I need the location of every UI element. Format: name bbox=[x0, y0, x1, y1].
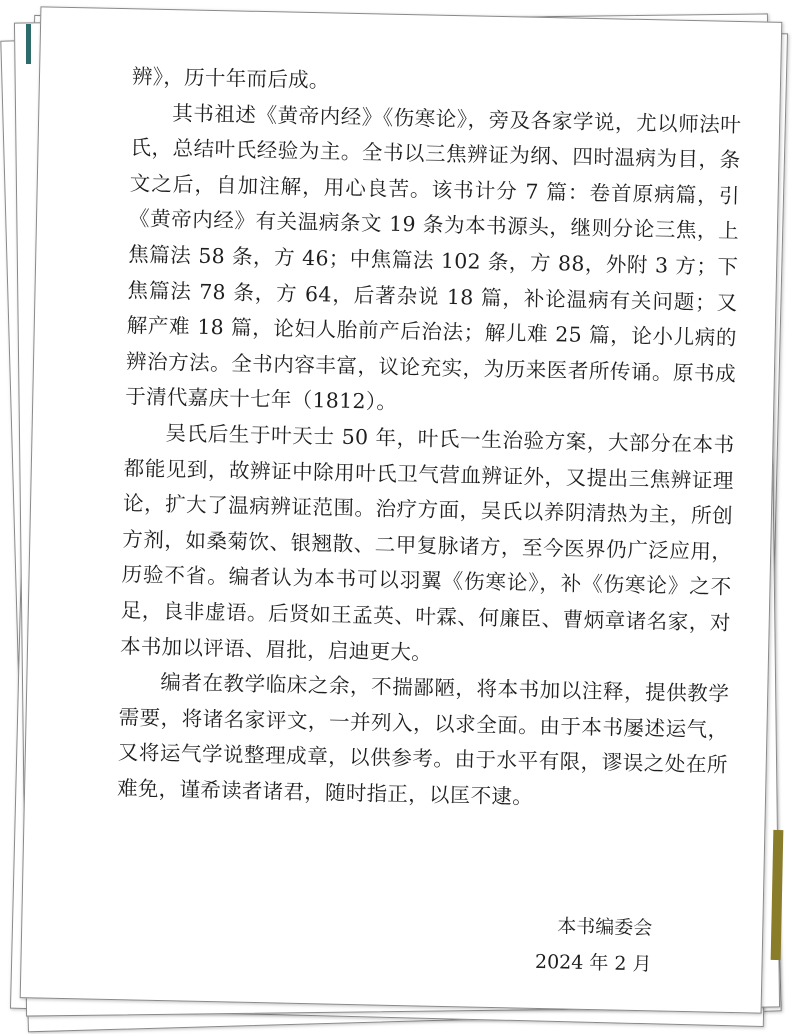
binding-strip bbox=[26, 24, 31, 64]
signature-date: 2024 年 2 月 bbox=[534, 950, 652, 976]
paragraph-wu-theory: 吴氏后生于叶天士 50 年，叶氏一生治验方案，大部分在本书都能见到，故辨证中除用叶氏卫气营血辨证外，又提出三焦辨证理论，扩大了温病辨证范围。治疗方面，吴氏以养阴清热为主，所创方剂，如桑菊饮、银翘散、二甲复脉诸方，至今医界仍广泛应用，历验不省。编者认为本书可以羽翼《伤寒论》，补《伤寒论》之不足，良非虚语。后贤如王孟英、叶霖、何廉臣、曹炳章诸名家，对本书加以评语、眉批，启迪更大。 bbox=[119, 420, 735, 665]
front-page bbox=[20, 6, 783, 1013]
signature-organization: 本书编委会 bbox=[557, 915, 653, 940]
preface-body bbox=[117, 59, 743, 819]
paragraph-continuation: 辨》，历十年而后成。 bbox=[131, 64, 330, 93]
binding-strip bbox=[771, 830, 784, 960]
paragraph-editor-note: 编者在教学临床之余，不揣鄙陋，将本书加以注释，提供教学需要，将诸名家评文，一并列入，以求全面。由于本书屡述运气，又将运气学说整理成章，以供参考。由于水平有限，谬误之处在所难免，谨希读者诸君，随时指正，以匡不逮。 bbox=[116, 670, 730, 809]
paragraph-book-structure: 其书祖述《黄帝内经》《伤寒论》，旁及各家学说，尤以师法叶氏，总结叶氏经验为主。全书以三焦辨证为纲、四时温病为目，条文之后，自加注解，用心良苦。该书计分 7 篇：卷首原病篇，引《黄帝内经》有关温病条文 19 条为本书源头，继则分论三焦，上焦篇法 58 条，方 46；中焦篇法 102 条，方 88，外附 3 方；下焦篇法 78 条，方 64，后著杂说 18 篇，补论温病有关问题；又解产难 18 篇，论妇人胎前产后治法；解儿难 25 篇，论小儿病的辨治方法。全书内容丰富，议论充实，为历来医者所传诵。原书成于清代嘉庆十七年（1812）。 bbox=[125, 100, 742, 415]
